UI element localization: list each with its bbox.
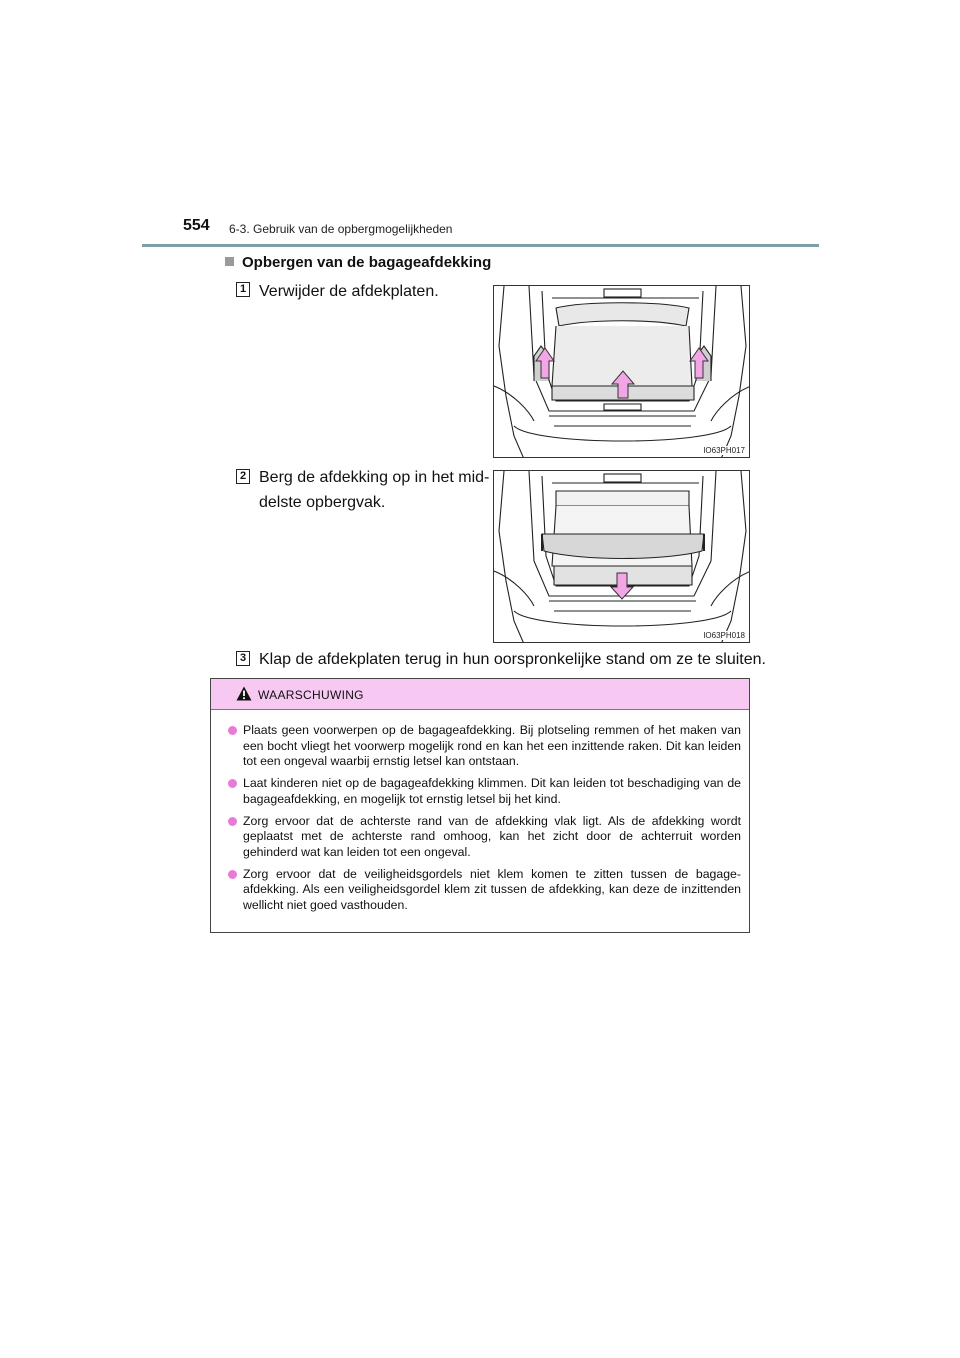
warning-title: WAARSCHUWING — [258, 688, 364, 702]
warning-item-text: Plaats geen voorwerpen op de bagageafdekking. Bij plotseling remmen of het maken van een bocht vliegt het voorwerp mogelijk rond en kan het een inzittende raken. Dit kan leiden tot een ongeval waarbij ernstig letsel kan ontstaan. — [243, 723, 741, 769]
cargo-illustration-2 — [494, 471, 750, 643]
step-2-line-1: Berg de afdekking op in het mid- — [259, 469, 490, 486]
warning-box — [210, 678, 750, 933]
figure-code-2: IO63PH018 — [703, 631, 745, 640]
warning-item — [228, 867, 741, 914]
bullet-icon — [228, 870, 237, 879]
step-1-badge: 1 — [236, 282, 250, 297]
bullet-icon — [228, 726, 237, 735]
step-3-line-1: Klap de afdekplaten terug in hun oorspronkelijke stand om ze te sluiten. — [259, 651, 766, 668]
section-title — [225, 254, 491, 271]
warning-item-text: Laat kinderen niet op de bagageafdekking klimmen. Dit kan leiden tot beschadiging van de bagageafdekking, en mogelijk tot ernstig letsel bij het kind. — [243, 776, 741, 806]
step-2-text — [259, 465, 489, 515]
bullet-icon — [228, 779, 237, 788]
section-square-icon — [225, 257, 234, 266]
warning-item — [228, 776, 741, 807]
warning-item — [228, 814, 741, 861]
running-title: 6-3. Gebruik van de opbergmogelijkheden — [229, 222, 453, 236]
figure-remove-covers — [493, 285, 750, 458]
warning-list — [228, 723, 741, 920]
figure-code-1: IO63PH017 — [703, 446, 745, 455]
section-title-text: Opbergen van de bagageafdekking — [242, 254, 492, 271]
step-1-line-1: Verwijder de afdekplaten. — [259, 283, 439, 300]
step-3-text — [259, 647, 766, 672]
figure-store-cover — [493, 470, 750, 643]
cargo-illustration-1 — [494, 286, 750, 458]
step-2-badge: 2 — [236, 469, 250, 484]
page-number: 554 — [183, 217, 210, 234]
step-3-badge: 3 — [236, 651, 250, 666]
step-1-text — [259, 279, 439, 304]
warning-triangle-icon — [236, 686, 252, 701]
bullet-icon — [228, 817, 237, 826]
step-2-line-2: delste opbergvak. — [259, 494, 386, 511]
warning-item — [228, 723, 741, 770]
header-rule — [142, 244, 819, 247]
warning-header — [211, 679, 749, 710]
warning-item-text: Zorg ervoor dat de veiligheidsgordels niet klem komen te zitten tussen de bagage-afdekking. Als een veiligheidsgordel klem zit tussen de afdekking, kan deze de inzittenden wellicht niet goed vasthouden. — [243, 866, 741, 913]
warning-item-text: Zorg ervoor dat de achterste rand van de afdekking vlak ligt. Als de afdekking wordt geplaatst met de achterste rand omhoog, kan het zicht door de achterruit worden gehinderd wat kan leiden tot een ongeval. — [243, 813, 741, 859]
